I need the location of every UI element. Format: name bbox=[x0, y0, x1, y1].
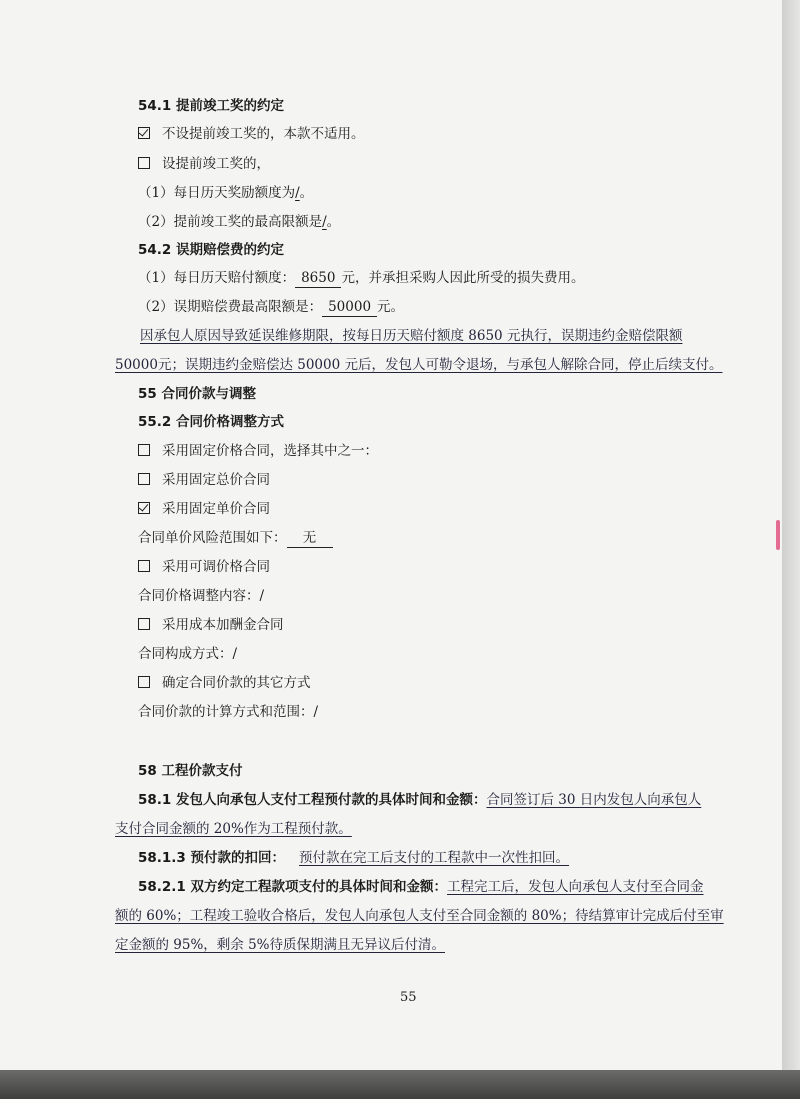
compose-method-value: / bbox=[232, 646, 238, 662]
checkbox-empty-icon bbox=[138, 157, 150, 169]
checkbox-checked-icon bbox=[138, 127, 150, 139]
page-number: 55 bbox=[400, 990, 417, 1005]
checkbox-checked-icon bbox=[138, 502, 150, 514]
option-early-bonus: 设提前竣工奖的， bbox=[138, 155, 270, 173]
risk-range: 合同单价风险范围如下： 无 bbox=[138, 529, 333, 548]
scan-edge-right bbox=[782, 0, 800, 1070]
early-bonus-max-value: / bbox=[322, 214, 327, 230]
compose-method: 合同构成方式：/ bbox=[138, 646, 238, 662]
checkbox-empty-icon bbox=[138, 473, 150, 485]
checkbox-empty-icon bbox=[138, 560, 150, 572]
payment-58-2-1-line-3: 定金额的 95%，剩余 5%待质保期满且无异议后付清。 bbox=[115, 937, 446, 953]
calc-method-value: / bbox=[313, 704, 319, 720]
option-no-early-bonus: 不设提前竣工奖的，本款不适用。 bbox=[138, 125, 365, 143]
checkbox-empty-icon bbox=[138, 676, 150, 688]
early-bonus-max: （2）提前竣工奖的最高限额是/。 bbox=[138, 214, 341, 230]
option-fixed-unit: 采用固定单价合同 bbox=[138, 500, 270, 518]
ink-mark bbox=[776, 520, 780, 550]
option-other: 确定合同价款的其它方式 bbox=[138, 674, 311, 692]
delay-paragraph-line-2: 50000元；误期违约金赔偿达 50000 元后，发包人可勒令退场，与承包人解除合同，停止后续支付。 bbox=[115, 357, 723, 373]
checkbox-empty-icon bbox=[138, 444, 150, 456]
option-adjustable: 采用可调价格合同 bbox=[138, 558, 270, 576]
checkbox-empty-icon bbox=[138, 618, 150, 630]
early-bonus-daily: （1）每日历天奖励额度为/。 bbox=[138, 185, 314, 201]
delay-max: （2）误期赔偿费最高限额是： 50000 元。 bbox=[138, 299, 405, 315]
calc-method: 合同价款的计算方式和范围：/ bbox=[138, 704, 319, 720]
section-58-title: 58 工程价款支付 bbox=[138, 763, 243, 779]
scan-edge-bottom bbox=[0, 1070, 800, 1099]
option-cost-plus: 采用成本加酬金合同 bbox=[138, 616, 284, 634]
early-bonus-daily-value: / bbox=[295, 185, 300, 201]
adjust-content: 合同价格调整内容：/ bbox=[138, 588, 265, 604]
payment-58-2-1: 58.2.1 双方约定工程款项支付的具体时间和金额：工程完工后，发包人向承包人支付至合同金 bbox=[138, 879, 704, 895]
payment-58-1-3: 58.1.3 预付款的扣回： 预付款在完工后支付的工程款中一次性扣回。 bbox=[138, 850, 570, 866]
payment-58-1: 58.1 发包人向承包人支付工程预付款的具体时间和金额：合同签订后 30 日内发包人向承包人 bbox=[138, 792, 702, 808]
section-55-2-title: 55.2 合同价格调整方式 bbox=[138, 414, 285, 430]
payment-58-2-1-line-2: 额的 60%；工程竣工验收合格后，发包人向承包人支付至合同金额的 80%；待结算审计完成后付至审 bbox=[115, 908, 724, 924]
delay-max-value: 50000 bbox=[322, 298, 377, 317]
delay-daily-value: 8650 bbox=[295, 269, 341, 288]
risk-range-value: 无 bbox=[287, 529, 333, 548]
section-54-1-title: 54.1 提前竣工奖的约定 bbox=[138, 98, 285, 114]
section-54-2-title: 54.2 误期赔偿费的约定 bbox=[138, 242, 285, 258]
delay-paragraph-line-1: 因承包人原因导致延误维修期限，按每日历天赔付额度 8650 元执行，误期违约金赔偿限额 bbox=[140, 328, 683, 344]
option-fixed-price: 采用固定价格合同，选择其中之一： bbox=[138, 442, 378, 460]
payment-58-1-line-2: 支付合同金额的 20%作为工程预付款。 bbox=[115, 821, 352, 837]
adjust-content-value: / bbox=[259, 588, 265, 604]
option-fixed-total: 采用固定总价合同 bbox=[138, 471, 270, 489]
section-55-title: 55 合同价款与调整 bbox=[138, 386, 256, 402]
delay-daily: （1）每日历天赔付额度： 8650 元，并承担采购人因此所受的损失费用。 bbox=[138, 270, 585, 286]
